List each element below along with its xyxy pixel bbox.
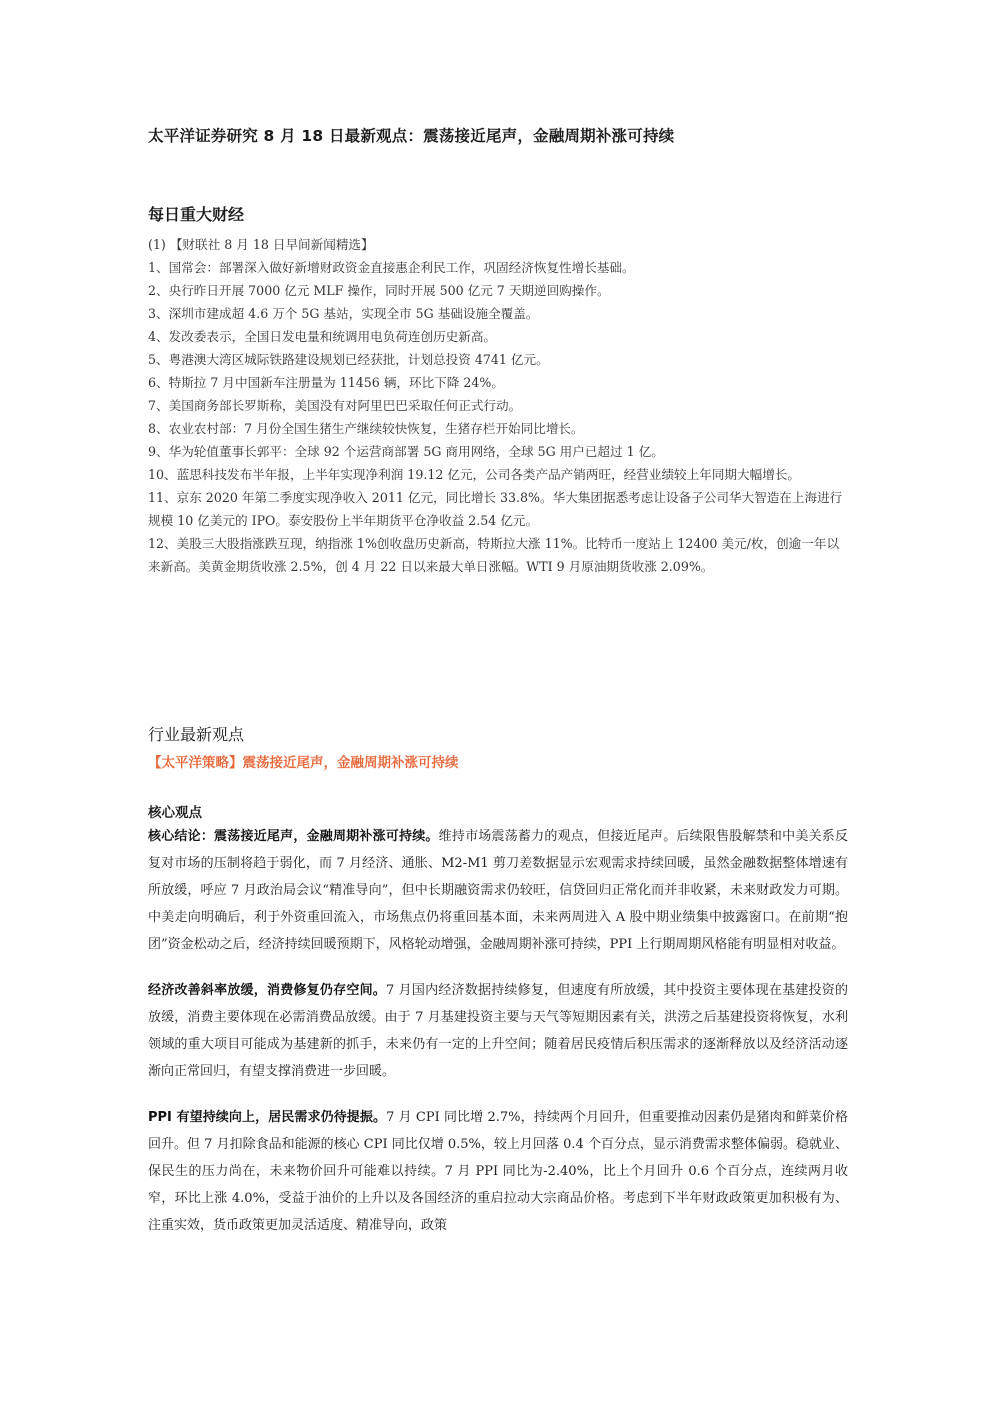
paragraph-body: 维持市场震荡蓄力的观点，但接近尾声。后续限售股解禁和中美关系反复对市场的压制将趋于弱化，而 7 月经济、通胀、M2-M1 剪刀差数据显示宏观需求持续回暖，虽然金融数据整体增速有所放缓，呼应 7 月政治局会议“精准导向”，但中长期融资需求仍较旺，信贷回归正常化而并非收紧，未来财政发力可期。中美走向明确后，利于外资重回流入，市场焦点仍将重回基本面，未来两周进入 A 股中期业绩集中披露窗口。在前期“抱团”资金松动之后，经济持续回暖预期下，风格轮动增强，金融周期补涨可持续，PPI 上行期周期风格能有明显相对收益。 xyxy=(148,829,848,952)
paragraph-lead: PPI 有望持续向上，居民需求仍待提振。 xyxy=(148,1110,387,1125)
news-item: 3、深圳市建成超 4.6 万个 5G 基站，实现全市 5G 基础设施全覆盖。 xyxy=(148,306,539,321)
news-item-header: (1) 【财联社 8 月 18 日早间新闻精选】 xyxy=(148,237,374,252)
news-item: 6、特斯拉 7 月中国新车注册量为 11456 辆，环比下降 24%。 xyxy=(148,375,504,390)
core-view-title: 核心观点 xyxy=(148,805,202,821)
industry-section xyxy=(148,722,848,1239)
paragraph-economy xyxy=(148,977,848,1085)
paragraph-body: 7 月国内经济数据持续修复，但速度有所放缓，其中投资主要体现在基建投资的放缓，消费主要体现在必需消费品放缓。由于 7 月基建投资主要与天气等短期因素有关，洪涝之后基建投资将恢复，水利领域的重大项目可能成为基建新的抓手，未来仍有一定的上升空间；随着居民疫情后积压需求的逐渐释放以及经济活动逐渐向正常回归，有望支撑消费进一步回暖。 xyxy=(148,983,848,1079)
news-item: 4、发改委表示，全国日发电量和统调用电负荷连创历史新高。 xyxy=(148,329,497,344)
document-title: 太平洋证券研究 8 月 18 日最新观点：震荡接近尾声，金融周期补涨可持续 xyxy=(148,127,675,145)
news-item: 1、国常会：部署深入做好新增财政资金直接惠企利民工作，巩固经济恢复性增长基础。 xyxy=(148,260,635,275)
daily-news-section xyxy=(148,202,848,578)
paragraph-body: 7 月 CPI 同比增 2.7%，持续两个月回升，但重要推动因素仍是猪肉和鲜菜价格回升。但 7 月扣除食品和能源的核心 CPI 同比仅增 0.5%，较上月回落 0.4 个百分点，显示消费需求整体偏弱。稳就业、保民生的压力尚在，未来物价回升可能难以持续。7 月 PPI 同比为-2.40%，比上个月回升 0.6 个百分点，连续两月收窄，环比上涨 4.0%，受益于油价的上升以及各国经济的重启拉动大宗商品价格。考虑到下半年财政政策更加积极有为、注重实效，货币政策更加灵活适度、精准导向，政策 xyxy=(148,1110,848,1233)
news-item: 9、华为轮值董事长郭平：全球 92 个运营商部署 5G 商用网络，全球 5G 用户已超过 1 亿。 xyxy=(148,444,664,459)
industry-heading: 行业最新观点 xyxy=(148,725,245,744)
news-item: 8、农业农村部：7 月份全国生猪生产继续较快恢复，生猪存栏开始同比增长。 xyxy=(148,421,584,436)
news-item: 5、粤港澳大湾区城际铁路建设规划已经获批，计划总投资 4741 亿元。 xyxy=(148,352,549,367)
news-item: 11、京东 2020 年第二季度实现净收入 2011 亿元，同比增长 33.8%。华大集团据悉考虑让设备子公司华大智造在上海进行规模 10 亿美元的 IPO。泰安股份上半年期货平仓净收益 2.54 亿元。 xyxy=(148,490,843,528)
paragraph-lead: 经济改善斜率放缓，消费修复仍存空间。 xyxy=(148,983,387,998)
paragraph-lead: 核心结论：震荡接近尾声，金融周期补涨可持续。 xyxy=(148,829,439,844)
paragraph-core-conclusion xyxy=(148,823,848,958)
daily-news-heading: 每日重大财经 xyxy=(148,205,245,224)
news-item: 10、蓝思科技发布半年报，上半年实现净利润 19.12 亿元，公司各类产品产销两旺，经营业绩较上年同期大幅增长。 xyxy=(148,467,800,482)
news-list xyxy=(148,233,848,578)
news-item: 2、央行昨日开展 7000 亿元 MLF 操作，同时开展 500 亿元 7 天期逆回购操作。 xyxy=(148,283,610,298)
news-item: 7、美国商务部长罗斯称，美国没有对阿里巴巴采取任何正式行动。 xyxy=(148,398,522,413)
paragraph-ppi xyxy=(148,1104,848,1239)
news-item: 12、美股三大股指涨跌互现，纳指涨 1%创收盘历史新高，特斯拉大涨 11%。比特币一度站上 12400 美元/枚，创逾一年以来新高。美黄金期货收涨 2.5%，创 4 月 22 日以来最大单日涨幅。WTI 9 月原油期货收涨 2.09%。 xyxy=(148,536,840,574)
strategy-title: 【太平洋策略】震荡接近尾声，金融周期补涨可持续 xyxy=(148,755,459,771)
